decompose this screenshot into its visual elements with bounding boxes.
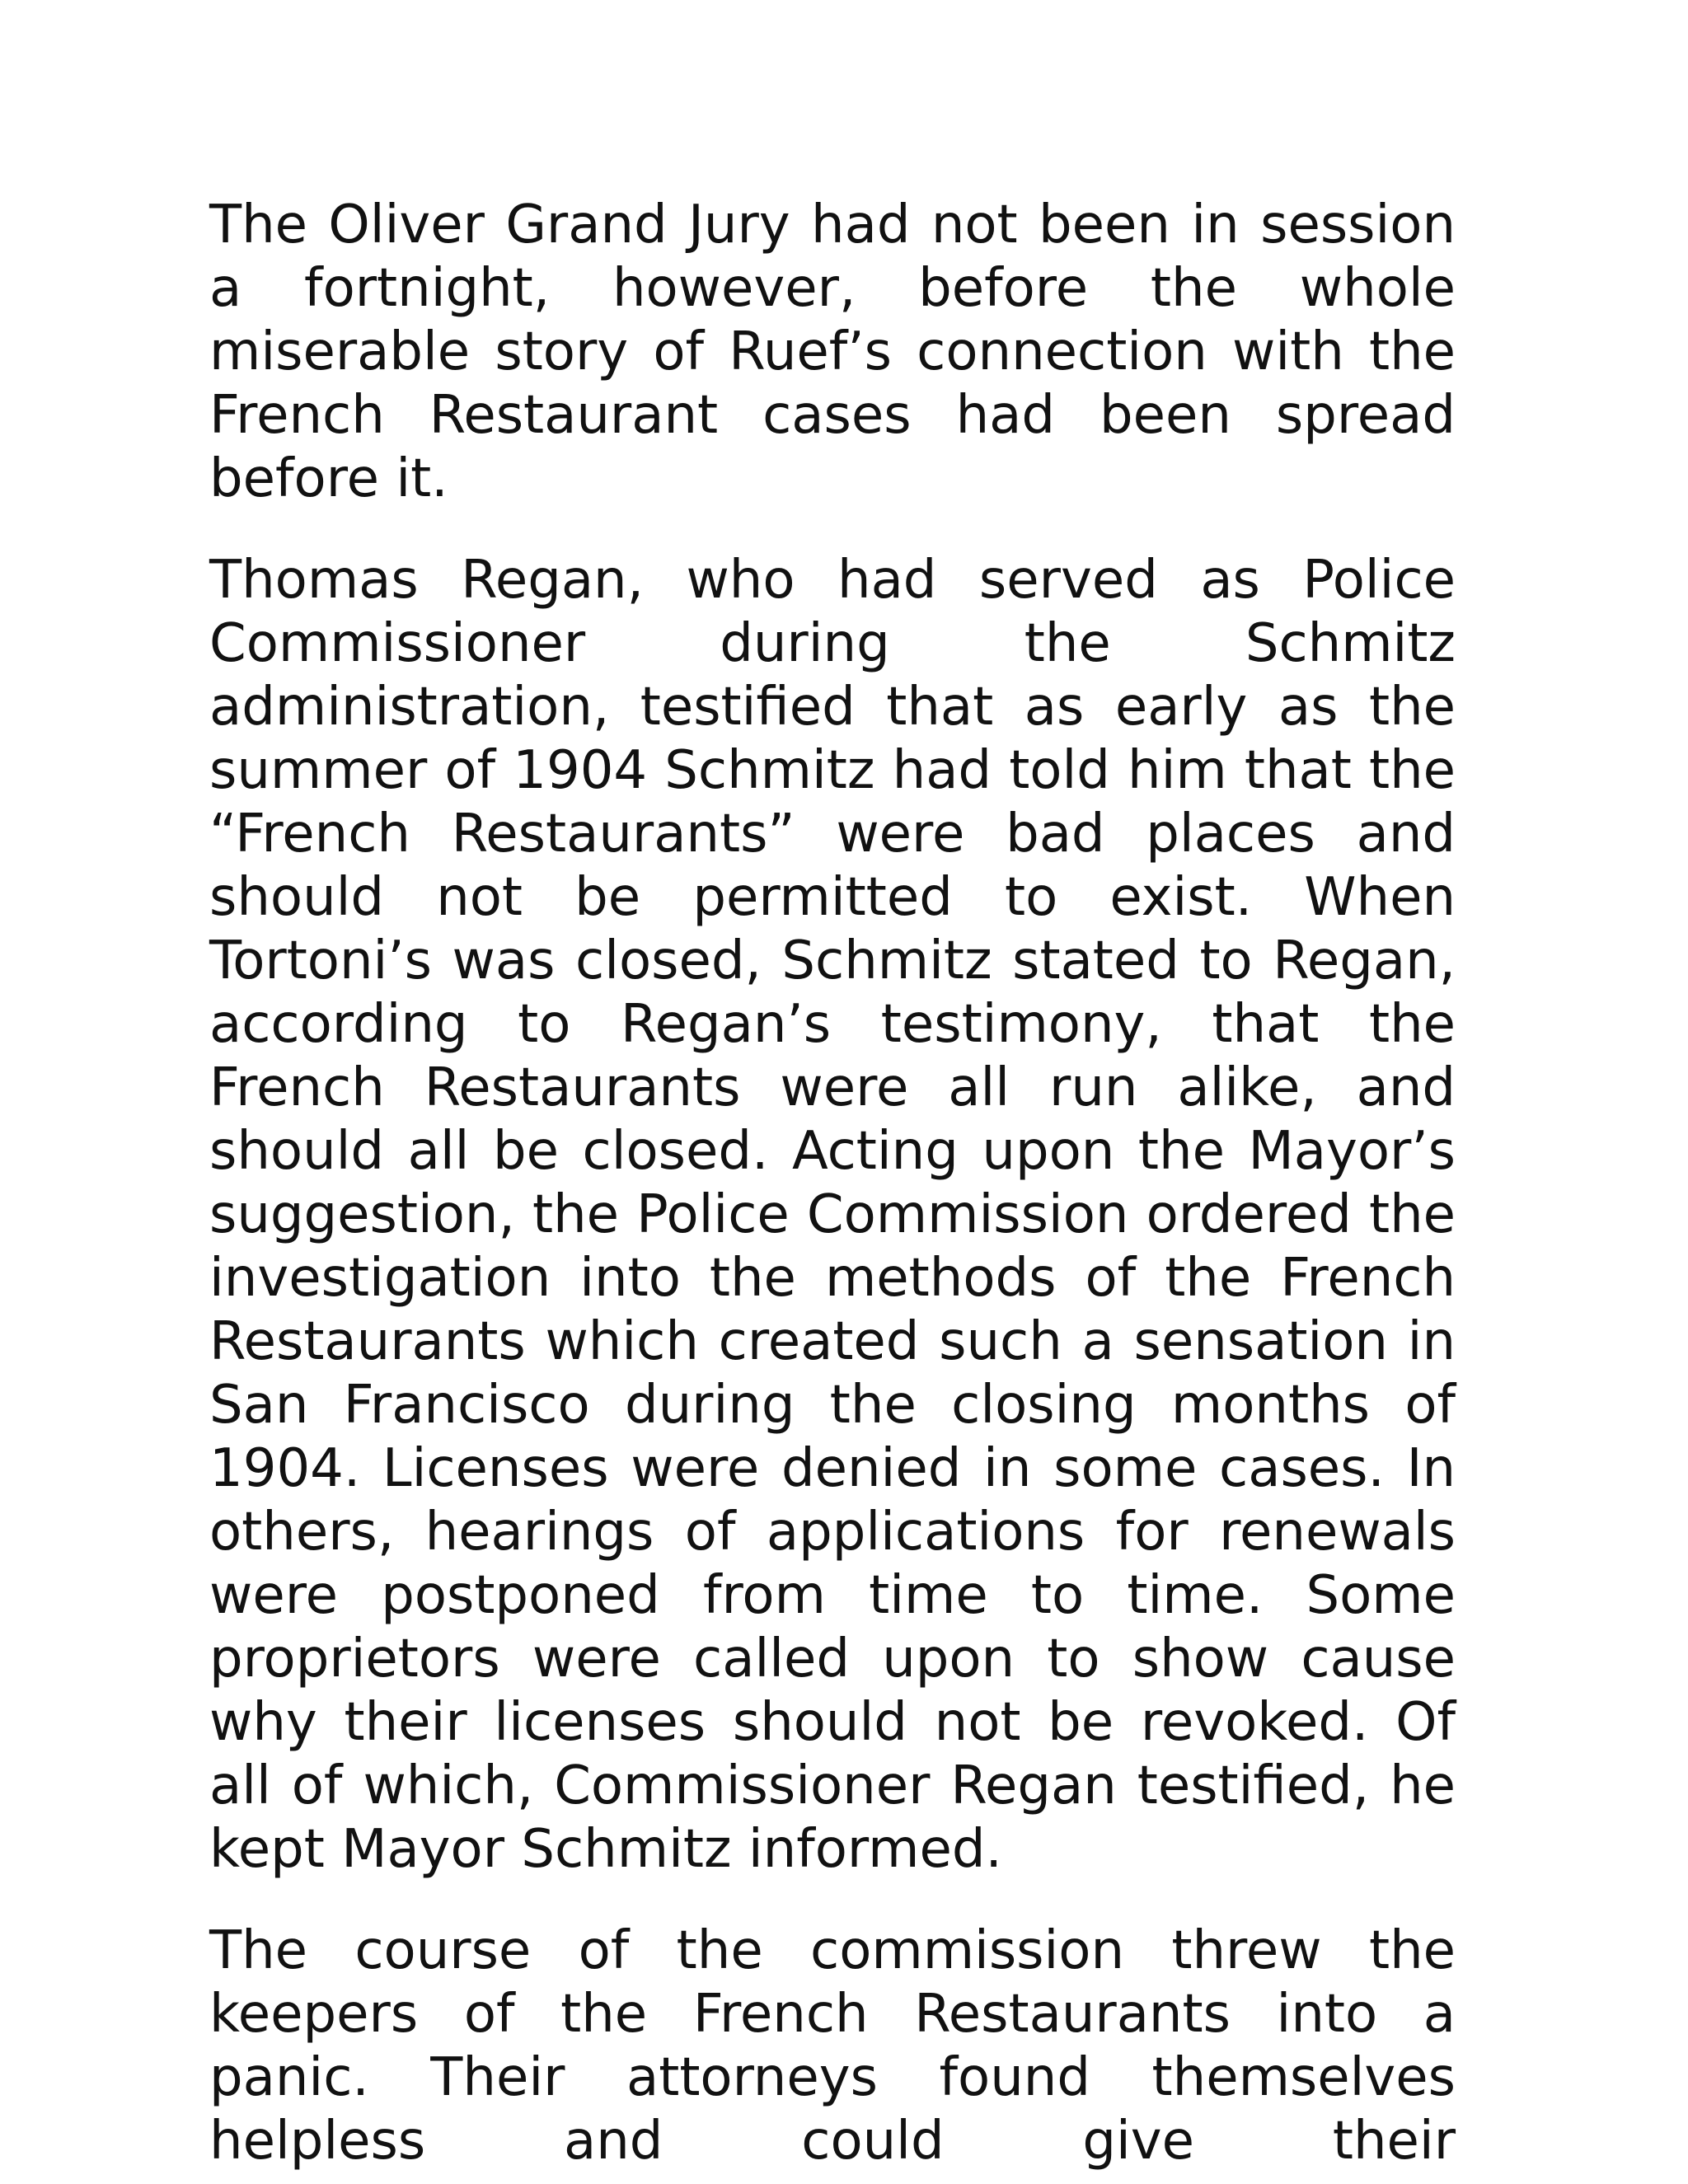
body-text (209, 194, 1456, 2173)
paragraph-regan-testimony: Thomas Regan, who had served as Police Commissioner during the Schmitz administration, testified that as early as the summer of 1904 Schmitz had told him that the “French Restaurants” were bad places and should not be permitted to exist. When Tortoni’s was closed, Schmitz stated to Regan, according to Regan’s testimony, that the French Restaurants were all run alike, and should all be closed. Acting upon the Mayor’s suggestion, the Police Commission ordered the investigation into the methods of the French Restaurants which created such a sensation in San Francisco during the closing months of 1904. Licenses were denied in some cases. In others, hearings of applications for renewals were postponed from time to time. Some proprietors were called upon to show cause why their licenses should not be revoked. Of all of which, Commissioner Regan testified, he kept Mayor Schmitz informed. (209, 550, 1456, 1880)
paragraph-oliver-grand-jury: The Oliver Grand Jury had not been in session a fortnight, however, before the whole miserable story of Ruef’s connection with the French Restaurant cases had been spread before it. (209, 194, 1456, 509)
paragraph-commission-panic: The course of the commission threw the keepers of the French Restaurants into a panic. Their attorneys found themselves helpless and could give their (209, 1920, 1456, 2172)
